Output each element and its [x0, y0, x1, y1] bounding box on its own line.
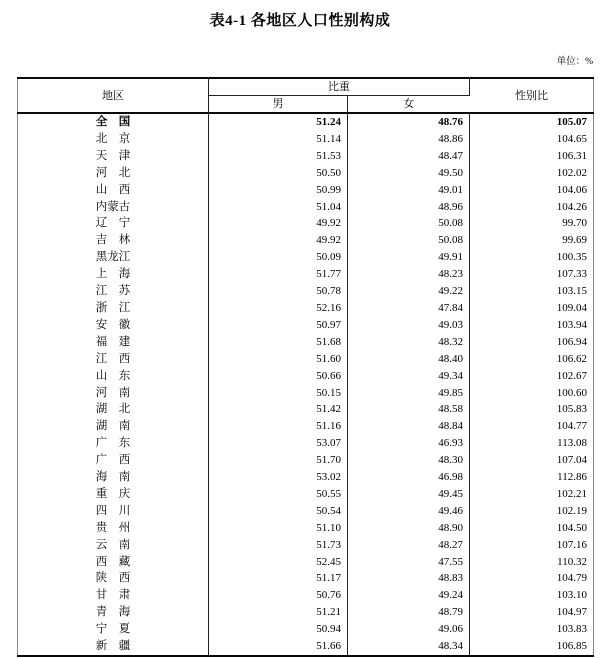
female-share-cell: 48.90 [348, 520, 470, 537]
region-cell: 湖 南 [18, 418, 209, 435]
sex-ratio-cell: 110.32 [557, 555, 587, 568]
region-cell: 重 庆 [18, 486, 209, 503]
male-share-cell: 51.42 [209, 401, 348, 418]
sex-ratio-cell: 103.83 [556, 623, 587, 636]
male-share-cell: 50.99 [209, 182, 348, 199]
region-cell: 广 西 [18, 452, 209, 469]
region-cell: 西 藏 [18, 554, 209, 571]
table-row [18, 232, 594, 249]
table-row [18, 113, 594, 131]
male-share-cell: 51.77 [209, 266, 348, 283]
female-share-cell: 49.91 [348, 249, 470, 266]
female-share-cell: 49.22 [348, 283, 470, 300]
sex-ratio-cell: 99.70 [562, 217, 587, 230]
page-title: 表4-1 各地区人口性别构成 [209, 13, 391, 29]
female-share-cell: 50.08 [348, 215, 470, 232]
male-share-cell: 53.07 [209, 435, 348, 452]
female-share-cell: 48.47 [348, 148, 470, 165]
male-share-cell: 51.10 [209, 520, 348, 537]
male-share-cell: 50.94 [209, 621, 348, 638]
unit-label: 单位：% [556, 57, 593, 67]
region-cell: 江 西 [18, 351, 209, 368]
region-cell: 新 疆 [18, 638, 209, 656]
table-row [18, 317, 594, 334]
region-cell: 福 建 [18, 334, 209, 351]
male-share-cell: 52.16 [209, 300, 348, 317]
region-cell: 内蒙古 [18, 199, 209, 216]
male-share-cell: 51.17 [209, 570, 348, 587]
female-share-cell: 48.96 [348, 199, 470, 216]
region-cell: 全 国 [18, 113, 209, 131]
region-cell: 湖 北 [18, 401, 209, 418]
male-share-cell: 50.50 [209, 165, 348, 182]
sex-ratio-cell: 100.60 [556, 386, 587, 399]
table-header [18, 78, 594, 113]
sex-ratio-cell: 99.69 [562, 234, 587, 247]
female-share-cell: 48.34 [348, 638, 470, 656]
female-share-cell: 48.30 [348, 452, 470, 469]
header-sex-ratio: 性别比 [515, 89, 548, 102]
table-row [18, 469, 594, 486]
male-share-cell: 51.66 [209, 638, 348, 656]
region-cell: 四 川 [18, 503, 209, 520]
male-share-cell: 50.55 [209, 486, 348, 503]
table-row [18, 401, 594, 418]
female-share-cell: 46.98 [348, 469, 470, 486]
region-cell: 云 南 [18, 537, 209, 554]
female-share-cell: 47.84 [348, 300, 470, 317]
male-share-cell: 49.92 [209, 215, 348, 232]
male-share-cell: 51.14 [209, 131, 348, 148]
sex-ratio-cell: 103.10 [556, 589, 587, 602]
sex-ratio-cell: 104.79 [556, 572, 587, 585]
sex-ratio-cell: 104.65 [556, 132, 587, 145]
region-cell: 河 南 [18, 385, 209, 402]
male-share-cell: 49.92 [209, 232, 348, 249]
region-cell: 安 徽 [18, 317, 209, 334]
female-share-cell: 49.46 [348, 503, 470, 520]
table-row [18, 554, 594, 571]
table-row [18, 283, 594, 300]
table-row [18, 131, 594, 148]
sex-ratio-cell: 102.67 [556, 369, 587, 382]
region-cell: 海 南 [18, 469, 209, 486]
sex-ratio-cell: 104.26 [556, 200, 587, 213]
table-row [18, 300, 594, 317]
region-cell: 吉 林 [18, 232, 209, 249]
region-cell: 山 西 [18, 182, 209, 199]
table-row [18, 418, 594, 435]
male-share-cell: 50.78 [209, 283, 348, 300]
sex-ratio-cell: 100.35 [556, 251, 587, 264]
male-share-cell: 51.16 [209, 418, 348, 435]
male-share-cell: 51.24 [209, 113, 348, 131]
female-share-cell: 48.86 [348, 131, 470, 148]
sex-ratio-cell: 112.86 [557, 471, 587, 484]
sex-ratio-cell: 106.31 [556, 149, 587, 162]
region-cell: 广 东 [18, 435, 209, 452]
region-cell: 上 海 [18, 266, 209, 283]
male-share-cell: 51.21 [209, 604, 348, 621]
female-share-cell: 49.03 [348, 317, 470, 334]
table-row [18, 148, 594, 165]
table-row [18, 587, 594, 604]
female-share-cell: 49.34 [348, 368, 470, 385]
header-share-group: 比重 [209, 78, 470, 96]
male-share-cell: 50.09 [209, 249, 348, 266]
region-cell: 北 京 [18, 131, 209, 148]
sex-ratio-cell: 104.97 [556, 606, 587, 619]
table-row [18, 199, 594, 216]
table-row [18, 249, 594, 266]
sex-ratio-cell: 104.77 [556, 420, 587, 433]
sex-ratio-cell: 104.06 [556, 183, 587, 196]
region-cell: 辽 宁 [18, 215, 209, 232]
male-share-cell: 50.76 [209, 587, 348, 604]
table-row [18, 266, 594, 283]
male-share-cell: 52.45 [209, 554, 348, 571]
table-body [18, 113, 594, 656]
table-row [18, 621, 594, 638]
male-share-cell: 51.73 [209, 537, 348, 554]
sex-ratio-cell: 102.02 [556, 166, 587, 179]
header-female: 女 [403, 98, 415, 110]
male-share-cell: 50.66 [209, 368, 348, 385]
sex-ratio-cell: 105.83 [556, 403, 587, 416]
sex-ratio-cell: 106.62 [556, 352, 587, 365]
region-cell: 河 北 [18, 165, 209, 182]
table-row [18, 503, 594, 520]
sex-ratio-cell: 113.08 [557, 437, 587, 450]
female-share-cell: 50.08 [348, 232, 470, 249]
male-share-cell: 51.53 [209, 148, 348, 165]
table-row [18, 570, 594, 587]
region-cell: 浙 江 [18, 300, 209, 317]
female-share-cell: 49.06 [348, 621, 470, 638]
female-share-cell: 49.50 [348, 165, 470, 182]
table-row [18, 351, 594, 368]
table-row [18, 604, 594, 621]
table-row [18, 182, 594, 199]
sex-ratio-cell: 103.15 [556, 285, 587, 298]
male-share-cell: 51.04 [209, 199, 348, 216]
sex-ratio-cell: 109.04 [556, 301, 587, 314]
male-share-cell: 51.70 [209, 452, 348, 469]
table-row [18, 537, 594, 554]
table-row [18, 452, 594, 469]
female-share-cell: 49.45 [348, 486, 470, 503]
region-cell: 青 海 [18, 604, 209, 621]
male-share-cell: 50.97 [209, 317, 348, 334]
female-share-cell: 46.93 [348, 435, 470, 452]
table-row [18, 638, 594, 656]
table-row [18, 435, 594, 452]
sex-ratio-cell: 103.94 [556, 318, 587, 331]
region-cell: 江 苏 [18, 283, 209, 300]
region-cell: 山 东 [18, 368, 209, 385]
region-cell: 甘 肃 [18, 587, 209, 604]
sex-ratio-cell: 102.19 [556, 504, 587, 517]
header-male: 男 [209, 96, 348, 114]
sex-ratio-cell: 107.04 [556, 454, 587, 467]
sex-ratio-cell: 106.94 [556, 335, 587, 348]
female-share-cell: 48.76 [348, 113, 470, 131]
table-row [18, 486, 594, 503]
table-row [18, 334, 594, 351]
region-cell: 天 津 [18, 148, 209, 165]
female-share-cell: 48.84 [348, 418, 470, 435]
female-share-cell: 48.32 [348, 334, 470, 351]
region-cell: 陕 西 [18, 570, 209, 587]
region-sex-composition-table [17, 77, 593, 657]
female-share-cell: 49.01 [348, 182, 470, 199]
table-row [18, 165, 594, 182]
male-share-cell: 51.60 [209, 351, 348, 368]
stat-table [17, 77, 594, 657]
female-share-cell: 48.83 [348, 570, 470, 587]
female-share-cell: 49.24 [348, 587, 470, 604]
region-cell: 贵 州 [18, 520, 209, 537]
male-share-cell: 50.54 [209, 503, 348, 520]
female-share-cell: 48.23 [348, 266, 470, 283]
table-row [18, 215, 594, 232]
table-row [18, 385, 594, 402]
table-row [18, 368, 594, 385]
female-share-cell: 48.40 [348, 351, 470, 368]
sex-ratio-cell: 104.50 [556, 521, 587, 534]
female-share-cell: 48.27 [348, 537, 470, 554]
sex-ratio-cell: 106.85 [556, 640, 587, 653]
sex-ratio-cell: 105.07 [556, 116, 587, 128]
table-row [18, 520, 594, 537]
sex-ratio-cell: 102.21 [556, 487, 587, 500]
female-share-cell: 47.55 [348, 554, 470, 571]
sex-ratio-cell: 107.16 [556, 538, 587, 551]
male-share-cell: 53.02 [209, 469, 348, 486]
male-share-cell: 50.15 [209, 385, 348, 402]
region-cell: 黑龙江 [18, 249, 209, 266]
female-share-cell: 49.85 [348, 385, 470, 402]
male-share-cell: 51.68 [209, 334, 348, 351]
region-cell: 宁 夏 [18, 621, 209, 638]
header-region: 地区 [18, 78, 209, 113]
female-share-cell: 48.58 [348, 401, 470, 418]
sex-ratio-cell: 107.33 [556, 268, 587, 281]
female-share-cell: 48.79 [348, 604, 470, 621]
